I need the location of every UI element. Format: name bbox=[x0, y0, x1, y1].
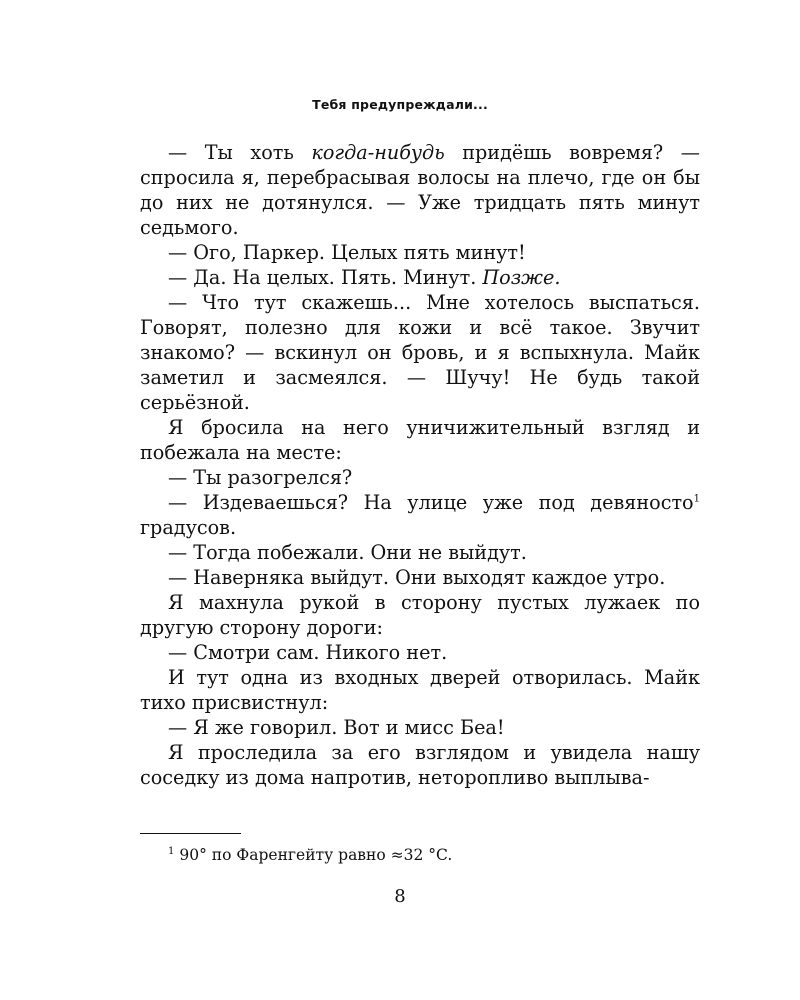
footnote-divider bbox=[140, 833, 241, 834]
text-segment: И тут одна из входных дверей отворилась. Майк тихо присвистнул: bbox=[140, 666, 700, 714]
text-segment: — Что тут скажешь... Мне хотелось выспаться. Говорят, полезно для кожи и всё такое. Звучит знакомо? — вскинул он бровь, и я вспыхнула. Майк заметил и засмеялся. — Шучу! Не будь такой серьёзной. bbox=[140, 291, 700, 414]
paragraph bbox=[140, 290, 700, 415]
text-segment: Я бросила на него уничижительный взгляд и побежала на месте: bbox=[140, 416, 700, 464]
footnote bbox=[168, 844, 452, 866]
paragraph bbox=[140, 565, 700, 590]
text-segment: Я проследила за его взглядом и увидела нашу соседку из дома напротив, неторопливо выплыва- bbox=[140, 741, 700, 789]
italic-emphasis: Позже. bbox=[482, 266, 561, 289]
paragraph bbox=[140, 240, 700, 265]
text-segment: — Тогда побежали. Они не выйдут. bbox=[168, 541, 527, 564]
text-segment: — Ого, Паркер. Целых пять минут! bbox=[168, 241, 526, 264]
body-text bbox=[140, 140, 700, 790]
text-segment: — Смотри сам. Никого нет. bbox=[168, 641, 448, 664]
footnote-reference: 1 bbox=[693, 493, 700, 505]
text-segment: — Издеваешься? На улице уже под девяносто bbox=[168, 491, 694, 514]
text-segment: — Наверняка выйдут. Они выходят каждое утро. bbox=[168, 566, 666, 589]
paragraph bbox=[140, 540, 700, 565]
paragraph bbox=[140, 140, 700, 240]
paragraph bbox=[140, 640, 700, 665]
italic-emphasis: когда-нибудь bbox=[311, 141, 445, 164]
paragraph bbox=[140, 415, 700, 465]
paragraph bbox=[140, 265, 700, 290]
footnote-text: 90° по Фаренгейту равно ≈32 °C. bbox=[179, 846, 453, 864]
running-header: Тебя предупреждали... bbox=[312, 97, 488, 112]
text-segment: придёшь вовремя? — спросила я, перебрасывая волосы на плечо, где он бы до них не дотянулся. — Уже тридцать пять минут седьмого. bbox=[140, 141, 700, 239]
paragraph bbox=[140, 490, 700, 540]
footnote-number: 1 bbox=[168, 845, 175, 857]
text-segment: — Ты хоть bbox=[168, 141, 312, 164]
paragraph bbox=[140, 740, 700, 790]
page-number: 8 bbox=[394, 886, 406, 907]
text-segment: градусов. bbox=[140, 516, 237, 539]
paragraph bbox=[140, 590, 700, 640]
text-segment: — Да. На целых. Пять. Минут. bbox=[168, 266, 483, 289]
text-segment: — Ты разогрелся? bbox=[168, 466, 353, 489]
paragraph bbox=[140, 465, 700, 490]
paragraph bbox=[140, 715, 700, 740]
text-segment: Я махнула рукой в сторону пустых лужаек по другую сторону дороги: bbox=[140, 591, 700, 639]
text-segment: — Я же говорил. Вот и мисс Беа! bbox=[168, 716, 505, 739]
paragraph bbox=[140, 665, 700, 715]
